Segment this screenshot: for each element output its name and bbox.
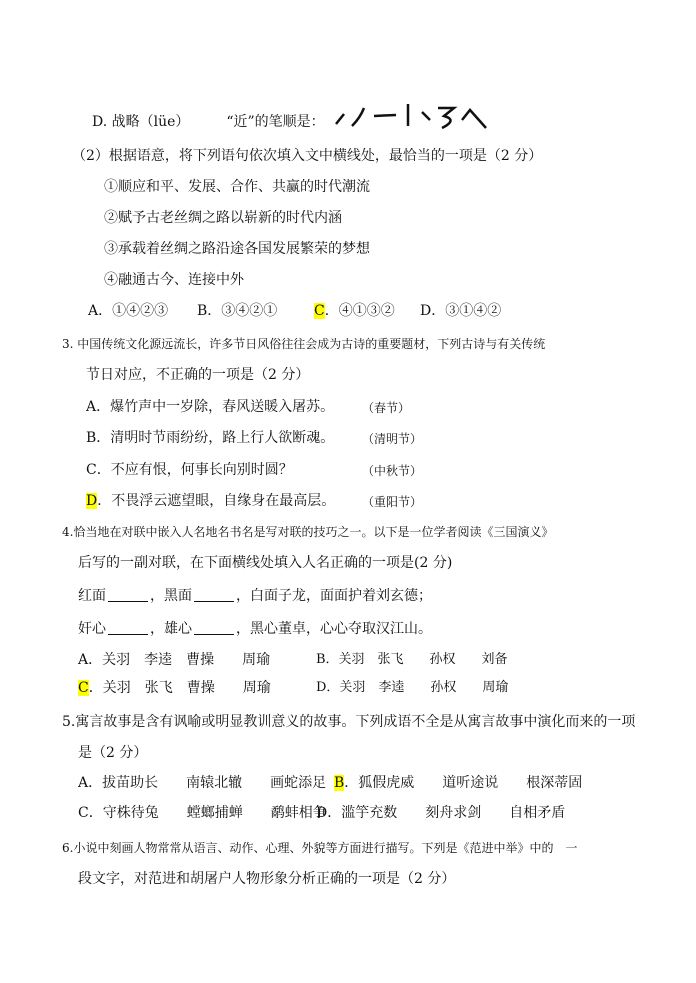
- answer-highlight: C: [78, 680, 89, 696]
- q3-option-a: A．爆竹声中一岁除，春风送暖入屠苏。: [86, 399, 335, 415]
- q2-option-a: A．①④②③: [88, 303, 169, 319]
- q4-option-c-text: ．关羽 张飞 曹操 周瑜: [88, 680, 271, 696]
- q5-option-d: D．滥竽充数 刻舟求剑 自相矛盾: [316, 805, 566, 821]
- q2-option-c-text: ．④①③②: [324, 303, 395, 319]
- q5-option-c: C．守株待兔 螳螂捕蝉 鹬蚌相争: [78, 805, 327, 821]
- q3-option-c: C．不应有恨，何事长向别时圆？: [86, 462, 293, 478]
- couplet-text: 奸心: [78, 621, 106, 637]
- q6-stem-2: 段文字，对范进和胡屠户人物形象分析正确的一项是（2 分）: [78, 871, 456, 887]
- couplet-text: ，黑心董卓，心心夺取汉江山。: [236, 621, 432, 637]
- q2-item-3: ③承载着丝绸之路沿途各国发展繁荣的梦想: [104, 241, 370, 257]
- q5-option-b: [334, 773, 582, 793]
- q2-item-4: ④融通古今、连接中外: [104, 272, 244, 288]
- q2-option-d2: D．③①④②: [420, 303, 502, 319]
- q3-festival-b: （清明节）: [362, 432, 423, 446]
- answer-highlight: B: [334, 775, 345, 791]
- q2-option-b: B．③④②①: [197, 303, 278, 319]
- q5-stem-2: 是（2 分）: [78, 745, 148, 761]
- q3-option-d: [86, 491, 335, 511]
- couplet-text: ，黑面: [150, 588, 192, 604]
- q4-option-d: D．关羽 李逵 孙权 周瑜: [316, 680, 509, 695]
- q3-festival-d: （重阳节）: [362, 495, 423, 509]
- q4-couplet-1: [78, 586, 432, 606]
- q2-sub-stem: （2）根据语意，将下列语句依次填入文中横线处，最恰当的一项是（2 分）: [72, 148, 543, 164]
- couplet-text: ，白面子龙，面面护着刘玄德；: [236, 588, 432, 604]
- q3-option-d-text: ．不畏浮云遮望眼，自缘身在最高层。: [97, 493, 336, 509]
- q4-stem-2: 后写的一副对联，在下面横线处填入人名正确的一项是(2 分): [78, 555, 453, 571]
- q5-option-a: A．拔苗助长 南辕北辙 画蛇添足: [78, 775, 327, 791]
- q5-option-b-text: ．狐假虎威 道听途说 根深蒂固: [344, 775, 583, 791]
- q4-option-a: A．关羽 李逵 曹操 周瑜: [78, 652, 271, 668]
- q4-stem-1: 4.恰当地在对联中嵌入人名地名书名是写对联的技巧之一。以下是一位学者阅读《三国演义》: [62, 525, 554, 539]
- q2-option-d: [92, 112, 325, 132]
- q2-option-c: [314, 301, 395, 321]
- q2-item-2: ②赋予古老丝绸之路以崭新的时代内涵: [104, 210, 342, 226]
- q3-festival-a: （春节）: [362, 401, 411, 415]
- blank-line: [108, 587, 148, 602]
- q3-festival-c: （中秋节）: [362, 464, 423, 478]
- q2-near-text: “近”的笔顺是：: [226, 114, 325, 130]
- q4-option-c: [78, 678, 271, 698]
- q6-stem-1: 6.小说中刻画人物常常从语言、动作、心理、外貌等方面进行描写。下列是《范进中举》中的 一: [62, 841, 578, 855]
- q3-stem-2: 节日对应，不正确的一项是（2 分）: [86, 367, 310, 383]
- answer-highlight: D: [86, 493, 98, 509]
- q3-stem-1: 3. 中国传统文化源远流长，许多节日风俗往往会成为古诗的重要题材，下列古诗与有关传统: [62, 337, 546, 351]
- couplet-text: 红面: [78, 588, 106, 604]
- q4-option-b: B．关羽 张飞 孙权 刘备: [316, 652, 508, 667]
- q2-d-text: D. 战略（lüe）: [92, 114, 190, 130]
- q3-option-b: B．清明时节雨纷纷，路上行人欲断魂。: [86, 430, 335, 446]
- q2-item-1: ①顺应和平、发展、合作、共赢的时代潮流: [104, 179, 370, 195]
- stroke-order-drawing: [330, 100, 495, 130]
- couplet-text: ，雄心: [150, 621, 192, 637]
- blank-line: [194, 587, 234, 602]
- q4-couplet-2: [78, 619, 432, 639]
- q5-stem-1: 5.寓言故事是含有讽喻或明显教训意义的故事。下列成语不全是从寓言故事中演化而来的一项: [62, 714, 636, 730]
- blank-line: [108, 620, 148, 635]
- blank-line: [194, 620, 234, 635]
- answer-highlight: C: [314, 303, 325, 319]
